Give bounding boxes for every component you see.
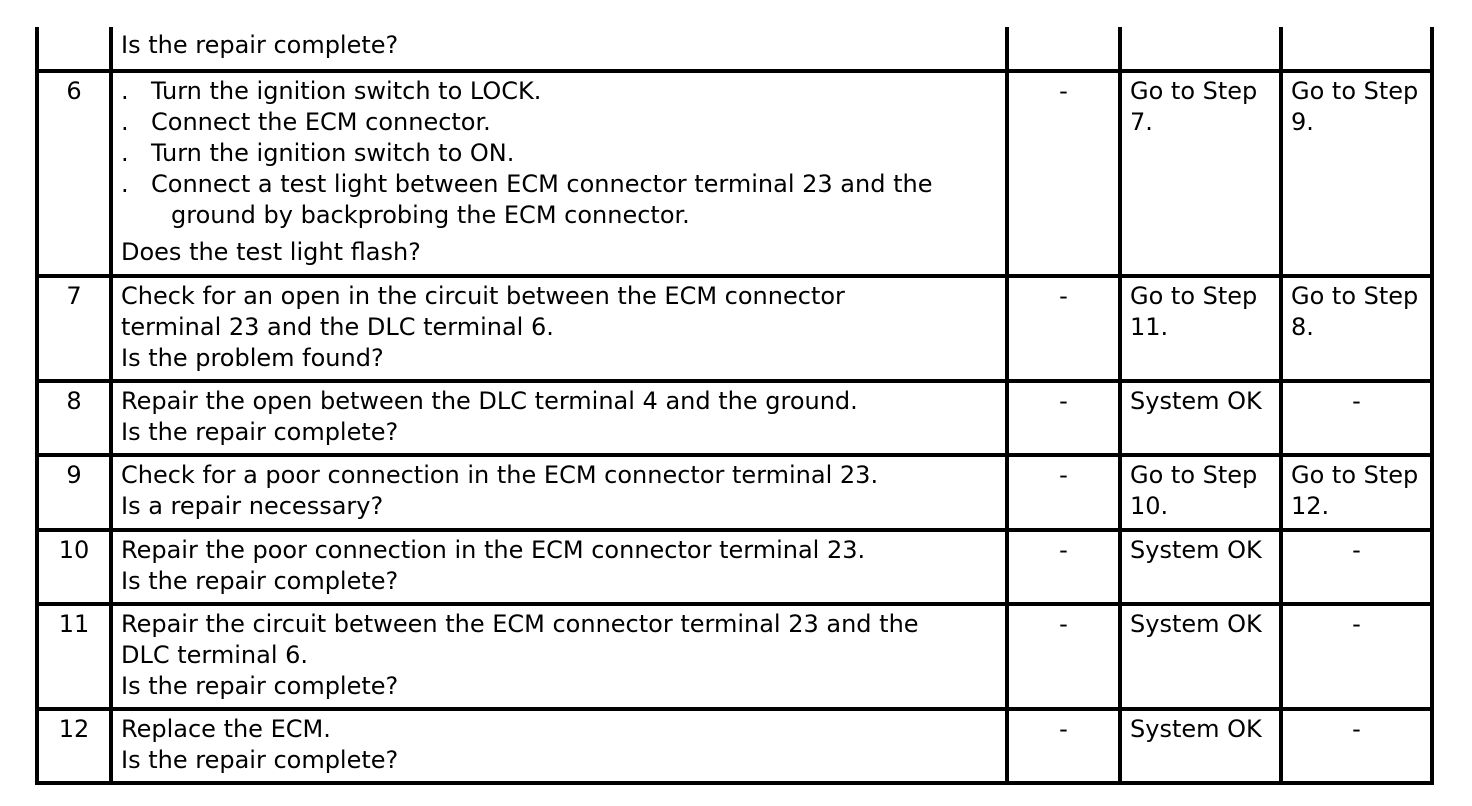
step-number: 10	[37, 530, 111, 604]
table-row	[37, 27, 1432, 71]
yes-cell: Go to Step 11.	[1120, 276, 1281, 381]
no-cell	[1281, 27, 1432, 71]
step-number: 8	[37, 381, 111, 455]
table-row	[37, 709, 1432, 783]
step-action: Replace the ECM. Is the repair complete?	[111, 709, 1007, 783]
yes-cell: System OK	[1120, 530, 1281, 604]
step-question: Is a repair necessary?	[121, 492, 384, 520]
yes-cell: System OK	[1120, 709, 1281, 783]
table-row	[37, 530, 1432, 604]
diagnostic-table	[35, 27, 1434, 785]
bullet-item: . Connect the ECM connector.	[121, 108, 491, 136]
value-cell	[1007, 27, 1120, 71]
step-number: 6	[37, 71, 111, 276]
yes-cell	[1120, 27, 1281, 71]
yes-cell: System OK	[1120, 381, 1281, 455]
bullet-item: . Turn the ignition switch to ON.	[121, 139, 515, 167]
value-cell: -	[1007, 530, 1120, 604]
step-question: Is the repair complete?	[121, 31, 399, 59]
table-row	[37, 604, 1432, 709]
step-action: Repair the poor connection in the ECM connector terminal 23. Is the repair complete?	[111, 530, 1007, 604]
table-row	[37, 71, 1432, 276]
value-cell: -	[1007, 709, 1120, 783]
bullet-item: . Connect a test light between ECM connector terminal 23 and the ground by backprobing the ECM connector.	[121, 170, 933, 229]
no-cell: Go to Step 12.	[1281, 455, 1432, 530]
no-cell: -	[1281, 381, 1432, 455]
step-question: Is the repair complete?	[121, 418, 399, 446]
step-action: Repair the circuit between the ECM connector terminal 23 and the DLC terminal 6. Is the repair complete?	[111, 604, 1007, 709]
step-question: Is the repair complete?	[121, 567, 399, 595]
value-cell: -	[1007, 381, 1120, 455]
no-cell: -	[1281, 709, 1432, 783]
bullet-item: . Turn the ignition switch to LOCK.	[121, 77, 542, 105]
step-question: Does the test light flash?	[121, 238, 421, 266]
step-action: Check for a poor connection in the ECM connector terminal 23. Is a repair necessary?	[111, 455, 1007, 530]
no-cell: -	[1281, 604, 1432, 709]
step-number	[37, 27, 111, 71]
step-action: Repair the open between the DLC terminal 4 and the ground. Is the repair complete?	[111, 381, 1007, 455]
step-number: 9	[37, 455, 111, 530]
step-number: 12	[37, 709, 111, 783]
yes-cell: System OK	[1120, 604, 1281, 709]
step-question: Is the repair complete?	[121, 746, 399, 774]
value-cell: -	[1007, 455, 1120, 530]
step-question: Is the problem found?	[121, 344, 384, 372]
step-question: Is the repair complete?	[121, 672, 399, 700]
step-number: 7	[37, 276, 111, 381]
value-cell: -	[1007, 276, 1120, 381]
step-action: Check for an open in the circuit between the ECM connector terminal 23 and the DLC terminal 6. Is the problem found?	[111, 276, 1007, 381]
no-cell: -	[1281, 530, 1432, 604]
no-cell: Go to Step 8.	[1281, 276, 1432, 381]
value-cell: -	[1007, 71, 1120, 276]
step-number: 11	[37, 604, 111, 709]
yes-cell: Go to Step 7.	[1120, 71, 1281, 276]
yes-cell: Go to Step 10.	[1120, 455, 1281, 530]
step-action	[111, 27, 1007, 71]
table-row	[37, 381, 1432, 455]
value-cell: -	[1007, 604, 1120, 709]
no-cell: Go to Step 9.	[1281, 71, 1432, 276]
step-action	[111, 71, 1007, 276]
table-row	[37, 276, 1432, 381]
table-row	[37, 455, 1432, 530]
